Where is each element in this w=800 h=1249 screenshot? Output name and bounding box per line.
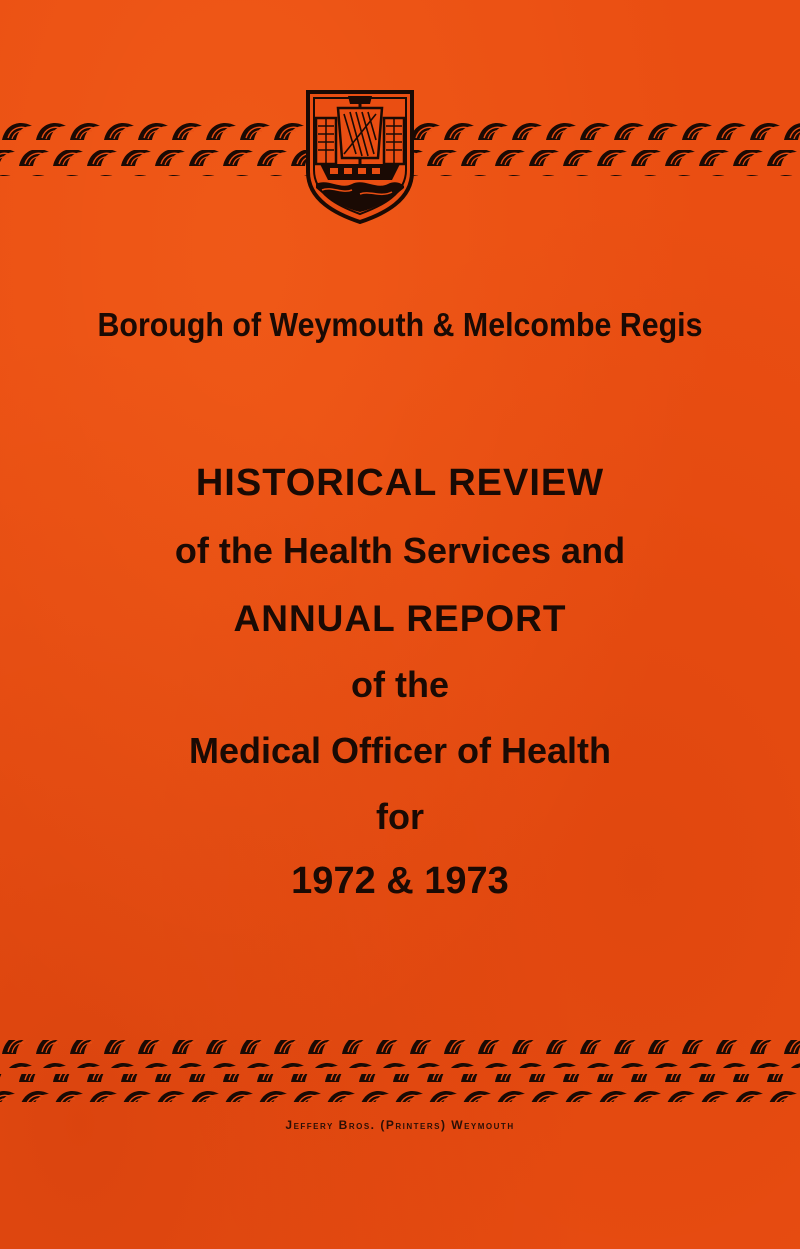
coat-of-arms-icon [300, 84, 420, 224]
title-of-the: of the [351, 664, 449, 705]
bottom-ornamental-band [0, 1030, 800, 1112]
wave-pattern-bottom [0, 1030, 800, 1112]
printer-imprint: Jeffery Bros. (Printers) Weymouth [285, 1118, 515, 1132]
title-for: for [376, 796, 424, 837]
borough-title: Borough of Weymouth & Melcombe Regis [97, 306, 703, 343]
title-years: 1972 & 1973 [291, 860, 509, 902]
title-medical-officer: Medical Officer of Health [188, 730, 612, 771]
title-historical-review: HISTORICAL REVIEW [195, 462, 605, 504]
title-annual-report: ANNUAL REPORT [233, 598, 567, 639]
title-health-services: of the Health Services and [174, 530, 626, 571]
